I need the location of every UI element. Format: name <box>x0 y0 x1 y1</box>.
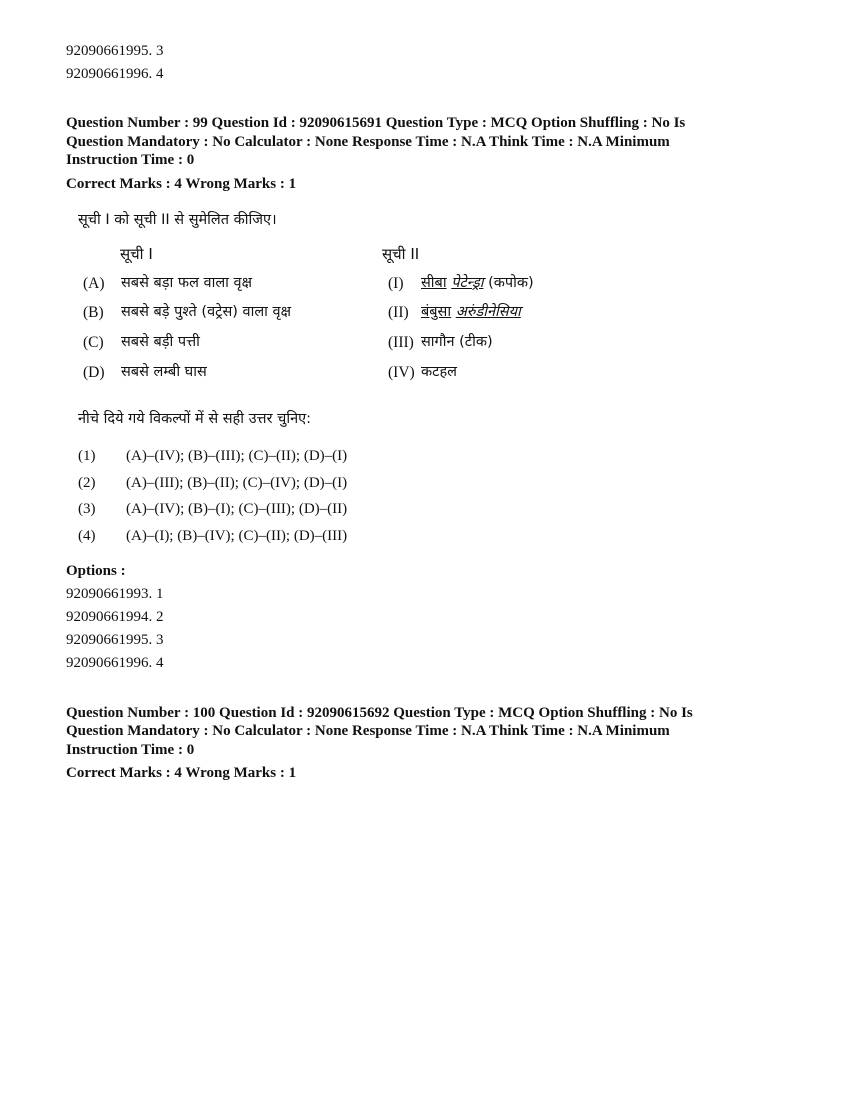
match-row: (D) सबसे लम्बी घास (IV) कटहल <box>83 363 457 381</box>
list-2-header: सूची II <box>382 244 420 263</box>
question-99-meta: Question Number : 99 Question Id : 92090615691 Question Type : MCQ Option Shuffling : No Is Question Mandatory : No Calculator : None Response Time : N.A Think Time : N.A Minimum Instruction Time : 0 <box>66 115 686 168</box>
options-list <box>66 583 806 675</box>
match-list-header <box>76 239 806 269</box>
select-prompt: नीचे दिये गये विकल्पों में से सही उत्तर चुनिए: <box>78 411 312 428</box>
option-line: 92090661994. 2 <box>66 608 164 625</box>
option-line: 92090661995. 3 <box>66 631 164 648</box>
option-line: 92090661996. 4 <box>66 654 164 671</box>
option-line: 92090661995. 3 <box>66 43 164 59</box>
answer-choices <box>76 443 806 549</box>
answer-choice: (2) (A)–(III); (B)–(II); (C)–(IV); (D)–(I) <box>78 474 348 491</box>
answer-choice: (1) (A)–(IV); (B)–(III); (C)–(II); (D)–(I) <box>78 448 348 465</box>
question-title: सूची I को सूची II से सुमेलित कीजिए। <box>78 211 277 228</box>
question-99-body <box>76 205 806 550</box>
match-row: (C) सबसे बड़ी पत्ती (III) सागौन (टीक) <box>83 333 493 351</box>
question-100-marks: Correct Marks : 4 Wrong Marks : 1 <box>66 765 297 782</box>
option-line: 92090661993. 1 <box>66 585 164 602</box>
answer-choice: (4) (A)–(I); (B)–(IV); (C)–(II); (D)–(III) <box>78 528 348 545</box>
options-label: Options : <box>66 562 126 579</box>
list-1-header: सूची I <box>120 244 153 263</box>
document-page <box>66 40 806 784</box>
question-100-meta: Question Number : 100 Question Id : 92090615692 Question Type : MCQ Option Shuffling : No Is Question Mandatory : No Calculator : None Response Time : N.A Think Time : N.A Minimum Instruction Time : 0 <box>66 704 693 758</box>
answer-choice: (3) (A)–(IV); (B)–(I); (C)–(III); (D)–(II) <box>78 501 348 518</box>
prev-options-list <box>66 40 806 86</box>
option-line: 92090661996. 4 <box>66 66 164 82</box>
match-row: (A) सबसे बड़ा फल वाला वृक्ष (I) सीबा पेटेन्ड्रा (कपोक) <box>83 274 534 292</box>
match-row: (B) सबसे बड़े पुश्ते (वट्रेस) वाला वृक्ष (II) बंबुसा अरुंडीनेसिया <box>83 304 521 322</box>
question-99-marks: Correct Marks : 4 Wrong Marks : 1 <box>66 175 297 192</box>
